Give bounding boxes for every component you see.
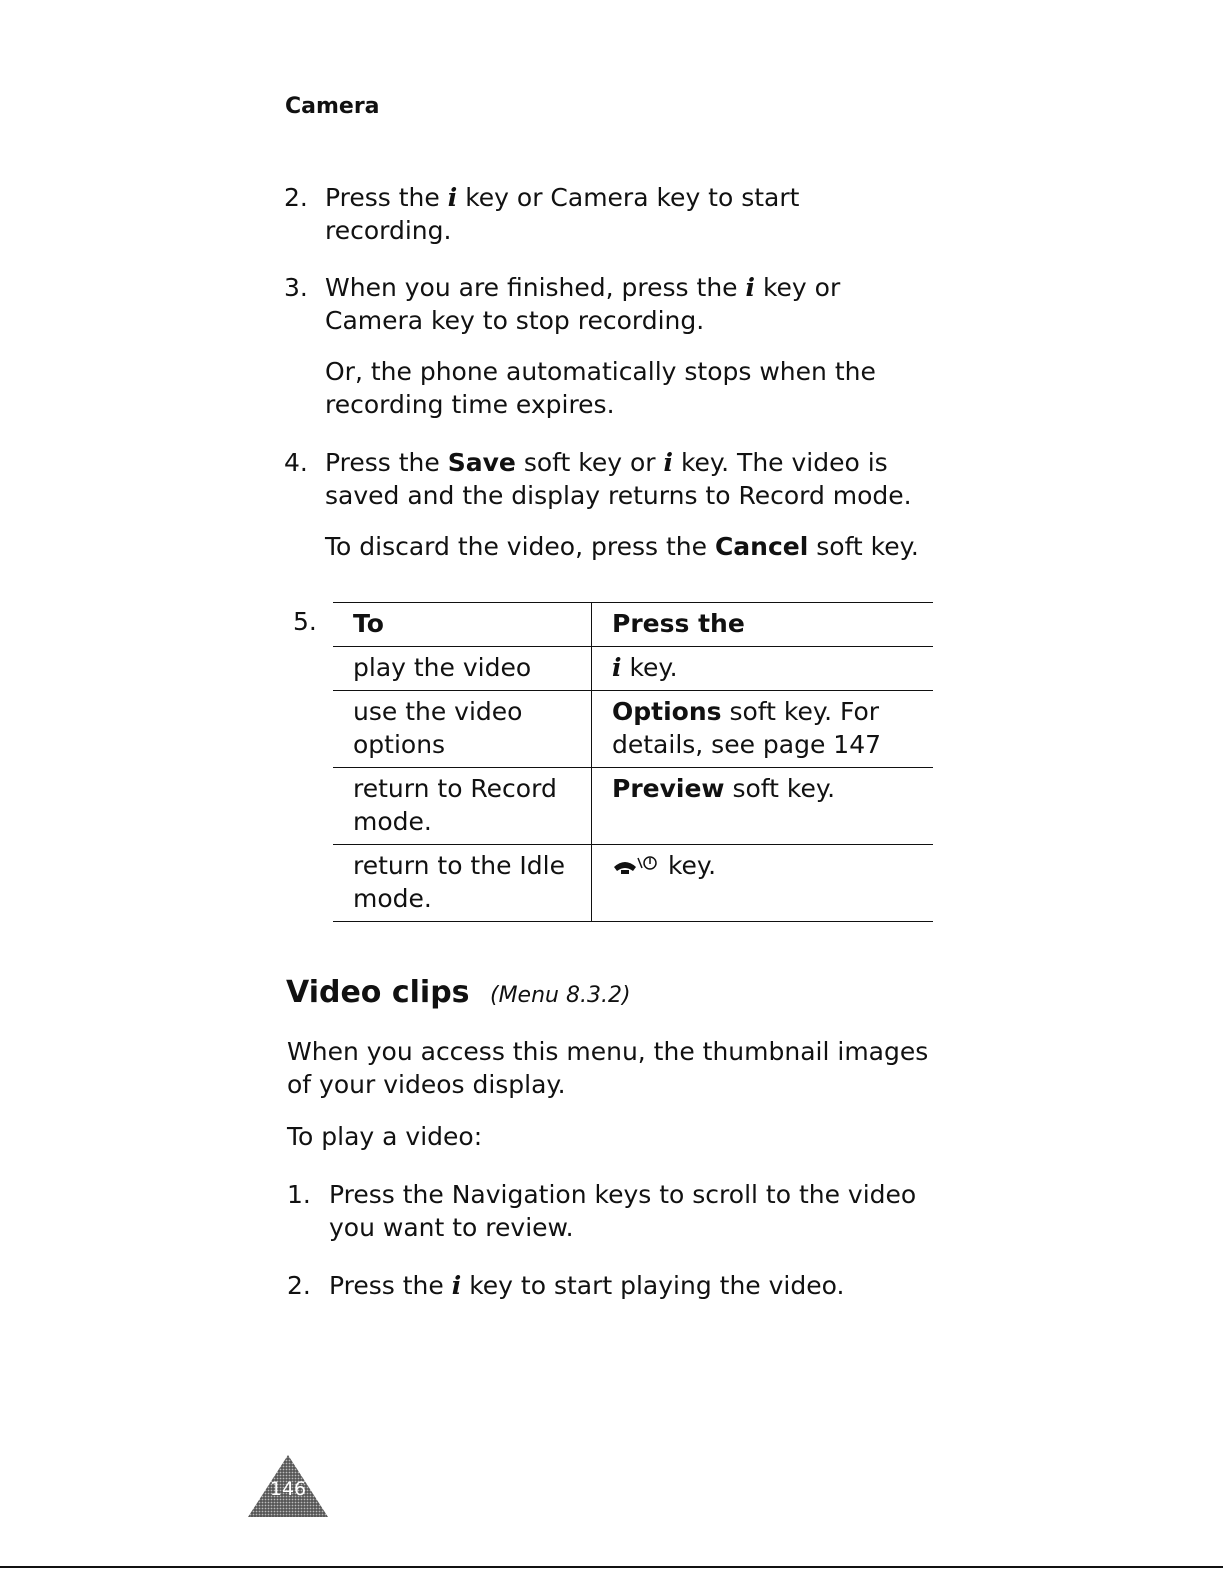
intro-line: When you access this menu, the thumbnail images — [287, 1037, 929, 1066]
step-number: 2. — [287, 1271, 311, 1300]
key-cell-text: soft key. — [732, 774, 836, 803]
step-note — [325, 530, 945, 563]
save-softkey-label: Save — [447, 448, 516, 477]
note-line: To discard the video, press the — [325, 532, 707, 561]
step-text-part: When you are finished, press the — [325, 273, 738, 302]
to-play-label: To play a video: — [287, 1122, 483, 1151]
step-number: 2. — [284, 183, 308, 212]
section-heading — [286, 975, 631, 1010]
step-number: 4. — [284, 448, 308, 477]
step-text-part: Press the — [325, 448, 440, 477]
action-cell: play the video — [333, 647, 592, 691]
i-key-icon: i — [612, 653, 622, 682]
table-row — [333, 845, 933, 922]
action-cell: return to the Idle mode. — [333, 845, 592, 922]
i-key-icon: i — [663, 448, 673, 477]
step-text-part: you want to review. — [329, 1213, 574, 1242]
i-key-icon: i — [447, 183, 458, 212]
step-text-part: key. The video is — [680, 448, 888, 477]
i-key-icon: i — [745, 273, 756, 302]
end-power-key-icon — [612, 854, 660, 876]
table-header-row — [333, 603, 933, 647]
step-number: 1. — [287, 1180, 311, 1209]
intro-line: of your videos display. — [287, 1070, 566, 1099]
section-title: Camera — [285, 94, 380, 119]
menu-path: (Menu 8.3.2) — [489, 983, 631, 1008]
bottom-border — [0, 1566, 1223, 1568]
step-number: 3. — [284, 273, 308, 302]
step-text-part: Camera key to stop recording. — [325, 306, 705, 335]
intro-paragraph — [287, 1035, 947, 1101]
column-header-press: Press the — [592, 603, 934, 647]
step-text-part: key or — [762, 273, 841, 302]
key-cell — [592, 768, 934, 845]
table-row — [333, 691, 933, 768]
table-row — [333, 647, 933, 691]
step-text-part: key to start playing the video. — [469, 1271, 845, 1300]
preview-softkey-label: Preview — [612, 774, 725, 803]
step-text — [325, 446, 945, 512]
step-text — [325, 181, 885, 247]
note-line: recording time expires. — [325, 390, 615, 419]
step-text — [329, 1269, 949, 1302]
key-cell-text: soft key. For details, see page 147 — [612, 697, 882, 759]
step-number: 5. — [293, 607, 317, 636]
action-cell: use the video options — [333, 691, 592, 768]
action-cell: return to Record mode. — [333, 768, 592, 845]
step-text-part: recording. — [325, 216, 452, 245]
i-key-icon: i — [451, 1271, 462, 1300]
step-text-part: Press the — [329, 1271, 444, 1300]
key-cell-text: key. — [667, 851, 717, 880]
table-row — [333, 768, 933, 845]
step-text-part: Press the — [325, 183, 440, 212]
step-text-part: Press the Navigation keys to scroll to the video — [329, 1180, 917, 1209]
key-cell — [592, 845, 934, 922]
step-text-part: key or Camera key to start — [465, 183, 800, 212]
cancel-softkey-label: Cancel — [714, 532, 809, 561]
step-text-part: saved and the display returns to Record mode. — [325, 481, 912, 510]
note-line: soft key. — [816, 532, 919, 561]
step-text-part: soft key or — [523, 448, 656, 477]
step-note — [325, 355, 925, 421]
key-cell — [592, 647, 934, 691]
step-text — [325, 271, 925, 337]
key-action-table — [333, 602, 933, 922]
step-text — [329, 1178, 949, 1244]
heading-title: Video clips — [286, 975, 470, 1010]
key-cell — [592, 691, 934, 768]
options-softkey-label: Options — [612, 697, 722, 726]
key-cell-text: key. — [629, 653, 678, 682]
column-header-to: To — [333, 603, 592, 647]
page-number: 146 — [269, 1478, 307, 1500]
note-line: Or, the phone automatically stops when the — [325, 357, 876, 386]
